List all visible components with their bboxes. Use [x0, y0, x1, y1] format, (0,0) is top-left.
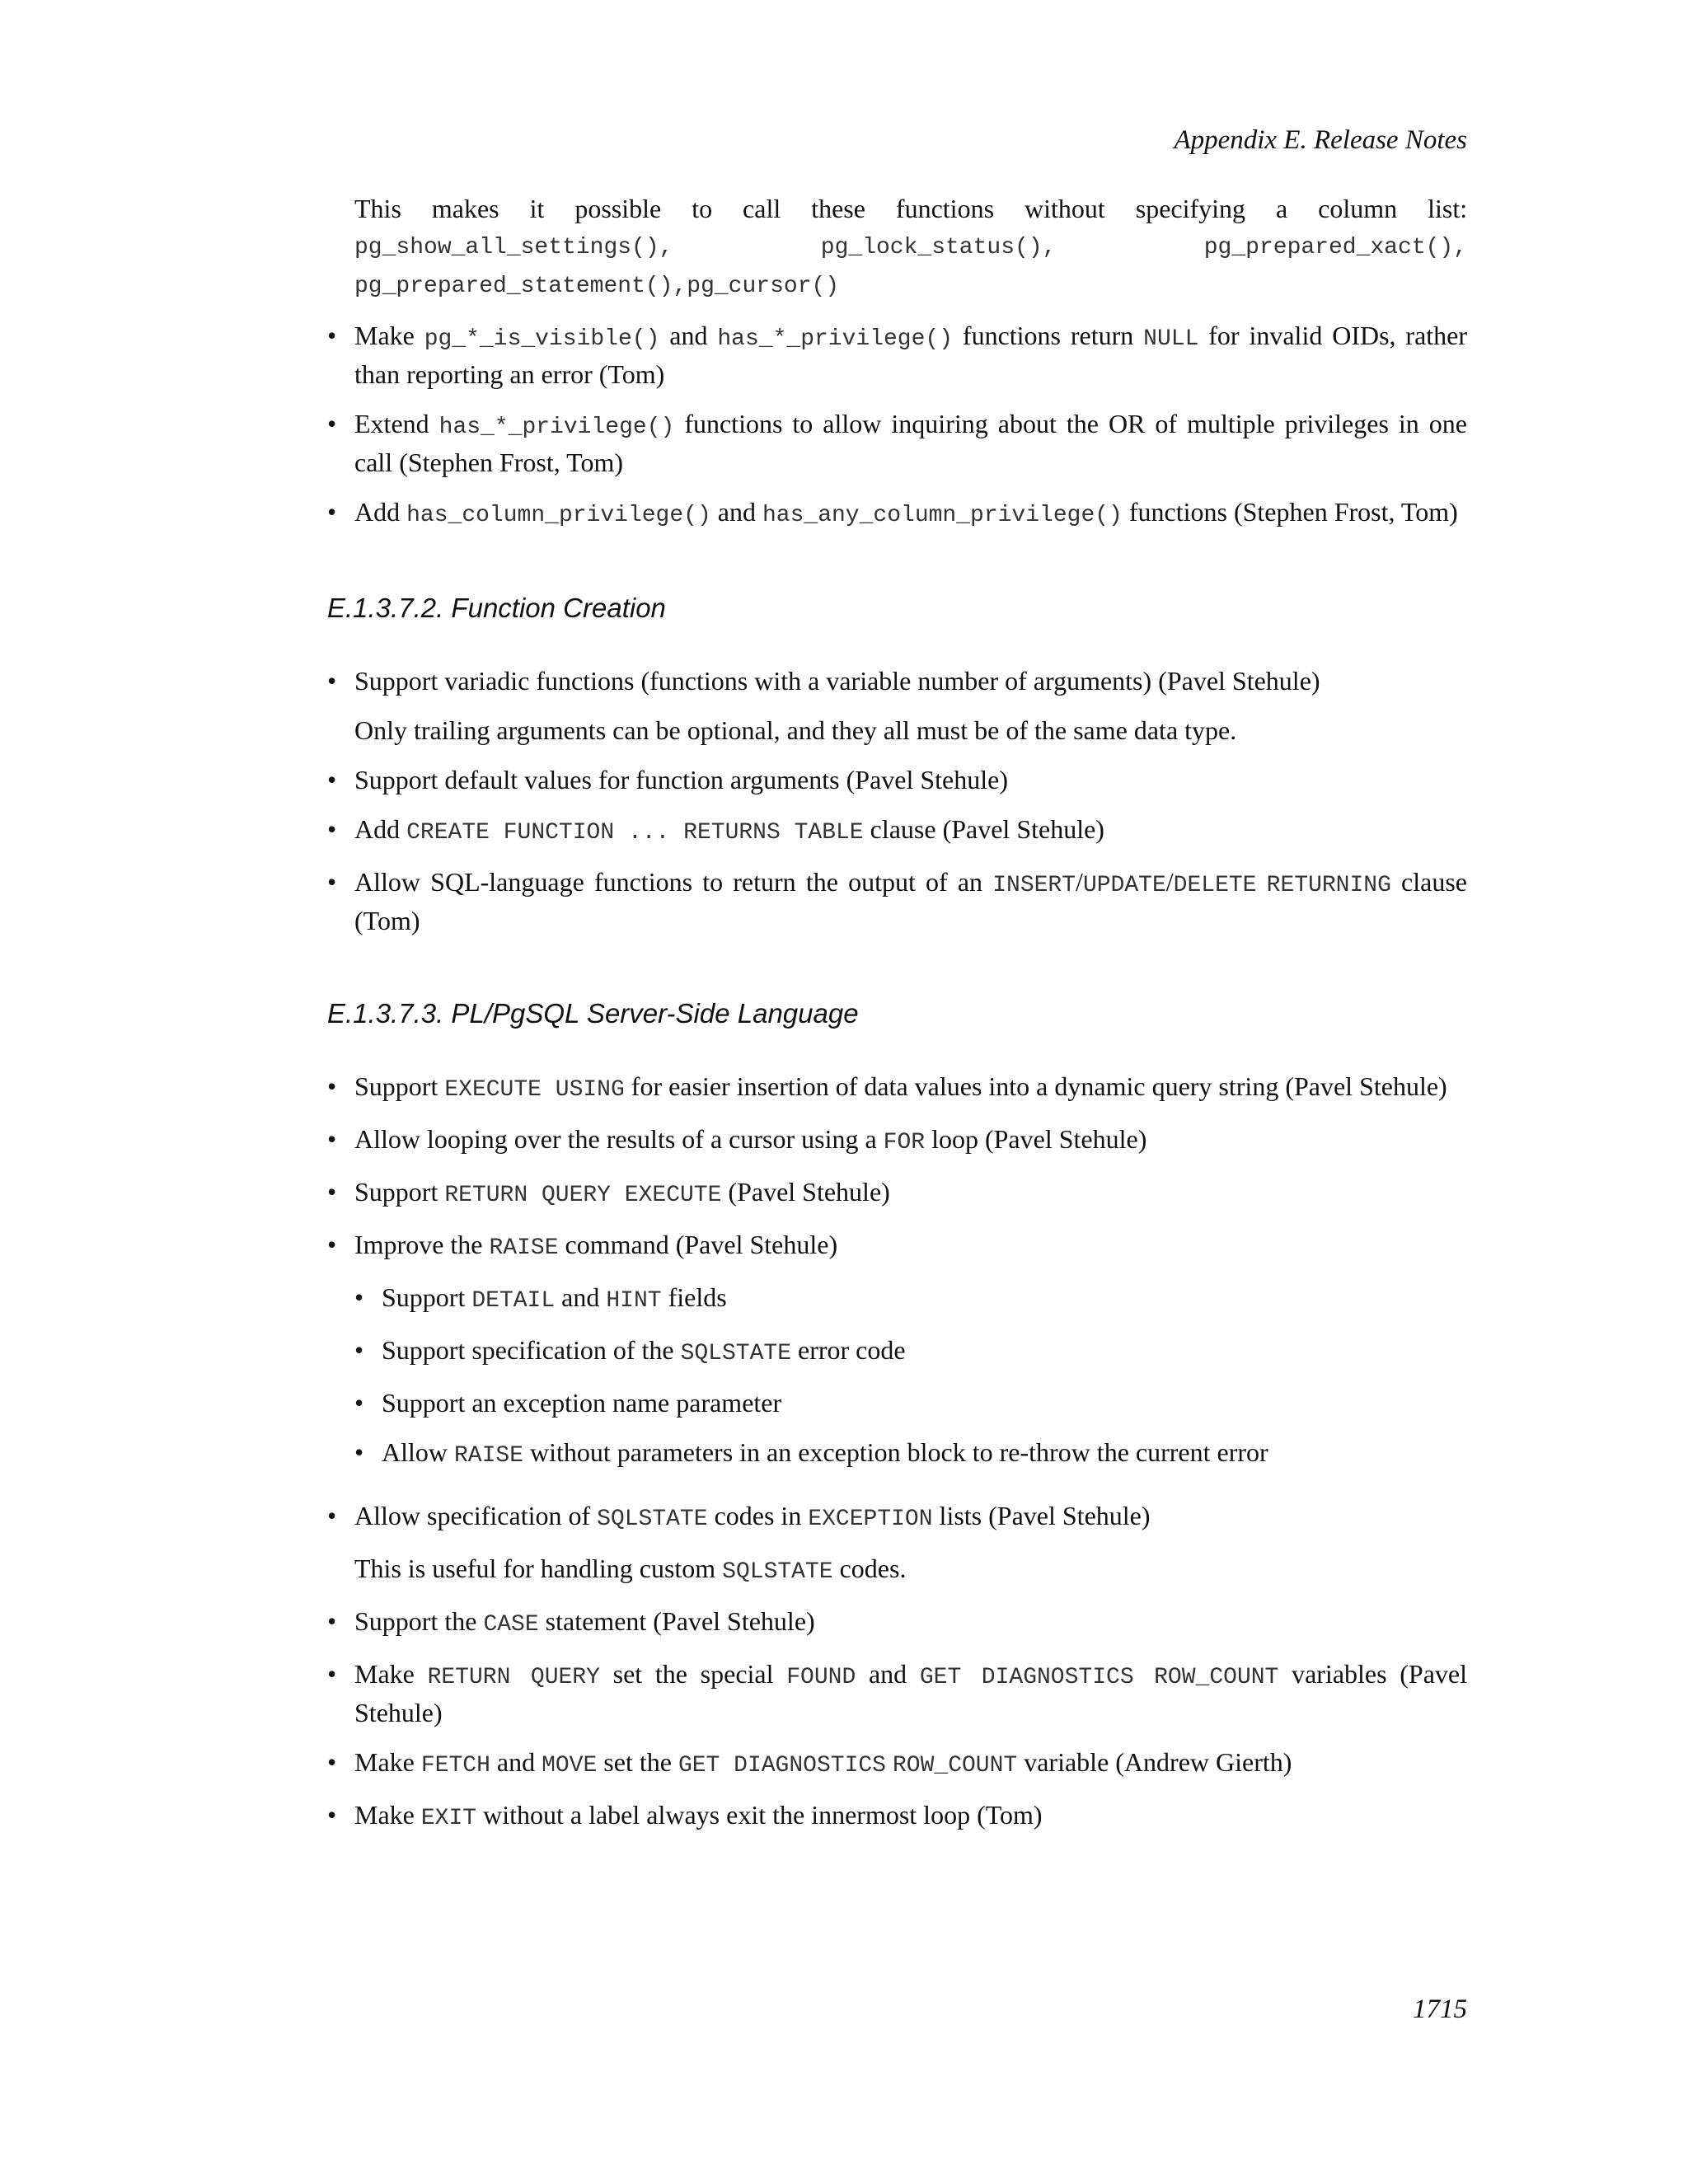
- intro-word: without: [1024, 194, 1105, 223]
- item-note: Only trailing arguments can be optional, and they all must be of the same data type.: [354, 715, 1237, 745]
- intro-word: possible: [574, 194, 662, 223]
- bullet-icon: •: [327, 1606, 337, 1636]
- intro-word: a: [1276, 194, 1288, 223]
- intro-word: to: [692, 194, 713, 223]
- bullet-icon: •: [327, 1177, 337, 1207]
- bullet-icon: •: [327, 814, 337, 844]
- bullet-icon: •: [354, 1437, 364, 1467]
- intro-line-1: [354, 191, 1467, 227]
- list-item: • Make FETCH and MOVE set the GET DIAGNOSTICS ROW_COUNT variable (Andrew Gierth): [327, 1745, 1467, 1783]
- intro-word: column: [1318, 194, 1398, 223]
- intro-word: makes: [431, 194, 499, 223]
- list-item: • Support variadic functions (functions with a variable number of arguments) (Pavel Stehule): [327, 663, 1467, 699]
- intro-word: specifying: [1135, 194, 1246, 223]
- bullet-icon: •: [327, 1501, 337, 1530]
- bullet-icon: •: [327, 1747, 337, 1777]
- bullet-icon: •: [327, 1124, 337, 1154]
- bullet-icon: •: [327, 497, 337, 527]
- function-name: pg_lock_status(),: [820, 235, 1057, 260]
- list-item: • Extend has_*_privilege() functions to allow inquiring about the OR of multiple privileges in one call (Stephen Frost, Tom): [327, 406, 1467, 480]
- intro-line-3: [354, 265, 1467, 304]
- bullet-list-plpgsql-end: [327, 1604, 1467, 1836]
- list-item: • Support the CASE statement (Pavel Stehule): [327, 1604, 1467, 1643]
- bullet-icon: •: [327, 1800, 337, 1830]
- bullet-icon: •: [327, 765, 337, 794]
- sub-list-item: • Allow RAISE without parameters in an exception block to re-throw the current error: [354, 1435, 1467, 1474]
- sub-list-item: • Support an exception name parameter: [354, 1385, 1467, 1421]
- bullet-icon: •: [327, 1230, 337, 1259]
- list-item: • Make EXIT without a label always exit the innermost loop (Tom): [327, 1797, 1467, 1836]
- section-title-function-creation: E.1.3.7.2. Function Creation: [327, 593, 666, 623]
- sub-list-item: • Support DETAIL and HINT fields: [354, 1280, 1467, 1319]
- item-note: This is useful for handling custom SQLSTATE codes.: [354, 1554, 907, 1585]
- list-item: • Make RETURN QUERY set the special FOUND and GET DIAGNOSTICS ROW_COUNT variables (Pavel Stehule): [327, 1657, 1467, 1731]
- intro-word: these: [811, 194, 865, 223]
- running-header: Appendix E. Release Notes: [1174, 125, 1467, 155]
- bullet-list-function-creation: [327, 663, 1467, 699]
- bullet-list-plpgsql: [327, 1069, 1467, 1474]
- section-title-plpgsql: E.1.3.7.3. PL/PgSQL Server-Side Language: [327, 998, 859, 1029]
- sub-list-raise: [354, 1280, 1467, 1474]
- list-item: • Support RETURN QUERY EXECUTE (Pavel Stehule): [327, 1174, 1467, 1213]
- list-item: • Support default values for function arguments (Pavel Stehule): [327, 762, 1467, 798]
- list-item: • Allow specification of SQLSTATE codes in EXCEPTION lists (Pavel Stehule): [327, 1498, 1467, 1537]
- list-item: • Allow SQL-language functions to return the output of an INSERT/UPDATE/DELETE RETURNING clause (Tom): [327, 865, 1467, 939]
- bullet-list-privileges: [327, 318, 1467, 533]
- bullet-icon: •: [327, 867, 337, 897]
- function-name: pg_cursor(): [687, 274, 840, 299]
- list-item: • Improve the RAISE command (Pavel Stehule) • Support DETAIL and HINT fields • Support specification of the SQLSTATE error code • Support an exception name parameter • Allow RAISE without parameters in an exception block to re-throw the current error: [327, 1227, 1467, 1474]
- intro-word: This: [354, 194, 401, 223]
- function-name: pg_prepared_xact(),: [1203, 235, 1468, 260]
- intro-line-2: [354, 227, 1467, 265]
- bullet-icon: •: [327, 1659, 337, 1689]
- intro-word: functions: [895, 194, 995, 223]
- bullet-icon: •: [327, 409, 337, 438]
- list-item: • Make pg_*_is_visible() and has_*_privilege() functions return NULL for invalid OIDs, rather than reporting an error (Tom): [327, 318, 1467, 392]
- bullet-icon: •: [327, 666, 337, 696]
- intro-word: call: [743, 194, 781, 223]
- list-item: • Add CREATE FUNCTION ... RETURNS TABLE clause (Pavel Stehule): [327, 812, 1467, 851]
- page-number: 1715: [1413, 1994, 1467, 2024]
- list-item: • Support EXECUTE USING for easier insertion of data values into a dynamic query string (Pavel Stehule): [327, 1069, 1467, 1108]
- function-name: pg_show_all_settings(),: [354, 235, 673, 260]
- bullet-list-plpgsql-cont: [327, 1498, 1467, 1537]
- intro-word: it: [529, 194, 545, 223]
- function-name: pg_prepared_statement(),: [354, 274, 687, 299]
- list-item: • Allow looping over the results of a cursor using a FOR loop (Pavel Stehule): [327, 1122, 1467, 1160]
- bullet-icon: •: [327, 321, 337, 350]
- bullet-list-function-creation-cont: [327, 762, 1467, 939]
- bullet-icon: •: [354, 1335, 364, 1365]
- list-item: • Add has_column_privilege() and has_any_column_privilege() functions (Stephen Frost, Tom): [327, 494, 1467, 533]
- bullet-icon: •: [354, 1388, 364, 1418]
- bullet-icon: •: [327, 1071, 337, 1101]
- intro-word: list:: [1428, 194, 1468, 223]
- intro-paragraph: [354, 191, 1467, 304]
- sub-list-item: • Support specification of the SQLSTATE error code: [354, 1333, 1467, 1371]
- bullet-icon: •: [354, 1282, 364, 1312]
- page-body: [327, 191, 1467, 1850]
